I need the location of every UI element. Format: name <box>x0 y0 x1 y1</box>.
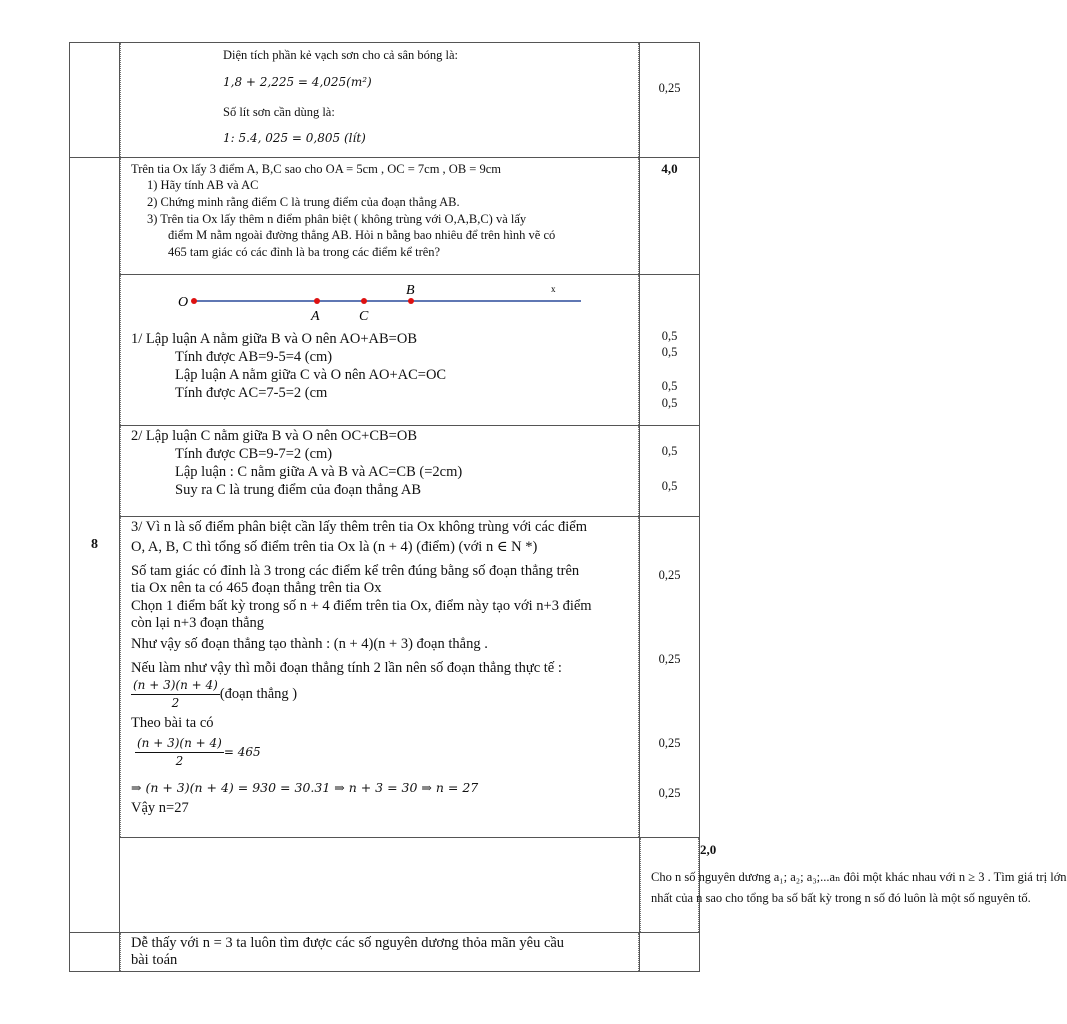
text-line: Diện tích phần kẻ vạch sơn cho cả sân bóng là: <box>223 48 459 62</box>
solution-line: Tính được CB=9-7=2 (cm) <box>175 446 333 462</box>
row-question-2-answer <box>70 933 700 972</box>
solution-line: Số tam giác có đỉnh là 3 trong các điểm kể trên đúng bằng số đoạn thẳng trên <box>131 563 580 579</box>
solution-line: 1/ Lập luận A nằm giữa B và O nên AO+AB=OB <box>131 331 417 347</box>
point-c <box>361 298 367 304</box>
statement-line: Trên tia Ox lấy 3 điểm A, B,C sao cho OA = 5cm , OC = 7cm , OB = 9cm <box>131 162 501 176</box>
derivation-line: ⇒ (n + 3)(n + 4) = 930 = 30.31 ⇒ n + 3 = 30 ⇒ n = 27 <box>131 780 479 795</box>
answer-line: bài toán <box>131 952 178 968</box>
question-number-cell <box>70 933 120 972</box>
points-cell <box>640 158 700 275</box>
answer-line: Dễ thấy với n = 3 ta luôn tìm được các số nguyên dương thỏa mãn yêu cầu <box>131 935 565 951</box>
math-line: 1: 5.4, 025 = 0,805 (lít) <box>223 131 366 145</box>
points-value: 0,5 <box>661 345 678 359</box>
statement-line: điểm M nằm ngoài đường thẳng AB. Hỏi n bằng bao nhiêu để trên hình vẽ có <box>168 228 556 242</box>
question-number-cell <box>120 838 640 933</box>
points-cell <box>640 933 700 972</box>
statement-line: 1) Hãy tính AB và AC <box>147 178 259 192</box>
row-question-statement <box>70 158 700 275</box>
solution-line: Tính được AC=7-5=2 (cm <box>175 385 328 401</box>
label-c: C <box>359 309 369 324</box>
fraction-expression <box>131 677 297 712</box>
ray-figure <box>121 275 639 325</box>
solution-line: Lập luận A nằm giữa C và O nên AO+AC=OC <box>175 367 447 383</box>
label-a: A <box>311 309 320 324</box>
fraction-denominator: 2 <box>175 754 184 768</box>
solution-line: Tính được AB=9-5=4 (cm) <box>175 349 333 365</box>
points-value: 0,5 <box>661 479 678 493</box>
question-2-answer <box>120 933 639 971</box>
statement-line: 465 tam giác có các đỉnh là ba trong các điểm kể trên? <box>168 245 441 259</box>
question-statement <box>120 158 639 274</box>
statement-line: 3) Trên tia Ox lấy thêm n điểm phân biệt ( không trùng với O,A,B,C) và lấy <box>147 212 527 226</box>
label-x: x <box>551 284 556 294</box>
points-value: 0,25 <box>658 81 681 95</box>
point-a <box>314 298 320 304</box>
text-line: Số lít sơn cần dùng là: <box>223 105 335 119</box>
solution-line: Như vậy số đoạn thẳng tạo thành : (n + 4)(n + 3) đoạn thẳng . <box>131 636 488 652</box>
solution-line: Nếu làm như vậy thì mỗi đoạn thẳng tính 2 lần nên số đoạn thẳng thực tế : <box>131 660 562 676</box>
solution-line: 2/ Lập luận C nằm giữa B và O nên OC+CB=OB <box>131 428 417 444</box>
equation-expression <box>135 735 261 770</box>
fraction-denominator: 2 <box>171 696 180 710</box>
points-value: 0,25 <box>658 786 681 800</box>
part-2-content <box>120 426 639 516</box>
total-points: 4,0 <box>661 161 678 176</box>
conclusion-line: Vậy n=27 <box>131 800 189 816</box>
solution-line: Chọn 1 điểm bất kỳ trong số n + 4 điểm trên tia Ox, điểm này tạo với n+3 điểm <box>131 598 592 614</box>
solution-line: còn lại n+3 đoạn thẳng <box>131 615 265 631</box>
points-value: 0,25 <box>658 652 681 666</box>
row-paint-area <box>70 43 700 158</box>
label-o: O <box>178 295 189 310</box>
solution-line: Theo bài ta có <box>131 715 214 731</box>
points-value: 0,5 <box>661 329 678 343</box>
fraction-unit: (đoạn thẳng ) <box>219 686 298 702</box>
paint-area-content <box>120 43 639 157</box>
points-value: 0,5 <box>661 444 678 458</box>
solution-line: 3/ Vì n là số điểm phân biệt cần lấy thêm trên tia Ox không trùng với các điểm <box>131 519 587 535</box>
math-line: 1,8 + 2,225 = 4,025(m²) <box>223 75 372 89</box>
solution-line: tia Ox nên ta có 465 đoạn thẳng trên tia Ox <box>131 580 382 596</box>
points-cell <box>640 275 700 426</box>
points-value: 0,5 <box>661 379 678 393</box>
question-number-cell <box>70 43 120 158</box>
question-number: 8 <box>70 158 120 933</box>
point-o <box>191 298 197 304</box>
part-1-content <box>120 275 639 425</box>
solution-line: Suy ra C là trung điểm của đoạn thẳng AB <box>175 482 422 498</box>
fraction-numerator: (n + 3)(n + 4) <box>131 677 220 695</box>
points-value: 0,25 <box>658 568 681 582</box>
row-question-2-statement <box>70 838 700 933</box>
grading-table <box>69 42 1067 972</box>
row-part-1 <box>70 275 700 426</box>
statement-line: 2) Chứng minh rằng điểm C là trung điểm của đoạn thẳng AB. <box>147 195 460 209</box>
row-part-2 <box>70 426 700 517</box>
row-part-3 <box>70 517 700 838</box>
points-value: 0,5 <box>661 396 678 410</box>
points-cell <box>640 517 700 838</box>
points-cell <box>640 426 700 517</box>
statement-line: Cho n số nguyên dương a₁; a₂; a₃;...aₙ đôi một khác nhau với n ≥ 3 . Tìm giá trị lớn <box>651 870 1067 884</box>
equation-rhs: = 465 <box>223 745 261 759</box>
solution-line: Lập luận : C nằm giữa A và B và AC=CB (=2cm) <box>175 464 463 480</box>
points-cell <box>640 43 700 158</box>
statement-line: nhất của n sao cho tổng ba số bất kỳ trong n số đó luôn là một số nguyên tố. <box>651 891 1031 905</box>
point-b <box>408 298 414 304</box>
solution-line: O, A, B, C thì tổng số điểm trên tia Ox là (n + 4) (điểm) (với n ∈ N *) <box>131 539 538 555</box>
part-3-content <box>120 517 639 837</box>
label-b: B <box>406 283 415 298</box>
fraction-numerator: (n + 3)(n + 4) <box>135 735 224 753</box>
points-value: 0,25 <box>658 736 681 750</box>
total-points: 2,0 <box>700 842 717 857</box>
